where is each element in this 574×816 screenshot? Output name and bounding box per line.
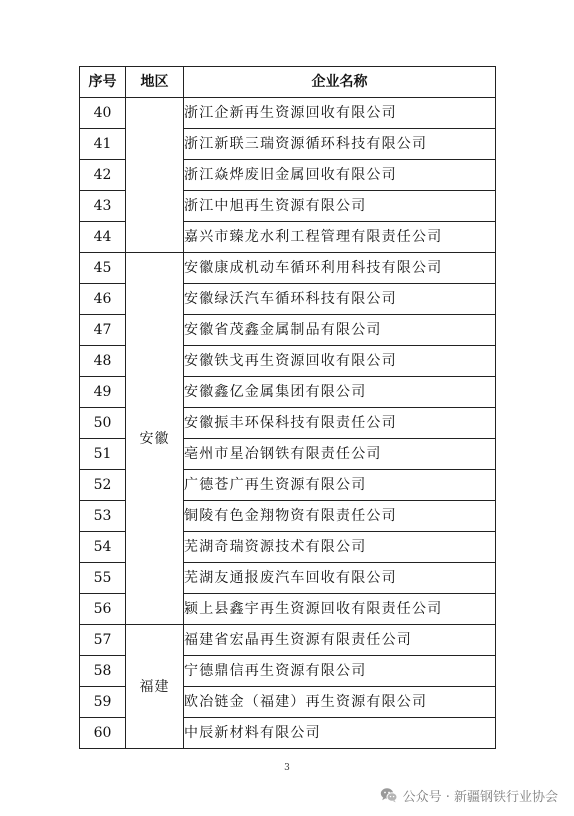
enterprise-name-cell: 安徽绿沃汽车循环科技有限公司 — [184, 284, 496, 315]
region-cell: 安徽 — [126, 253, 184, 625]
serial-number-cell: 46 — [80, 284, 126, 315]
wechat-icon — [380, 787, 398, 803]
serial-number-cell: 45 — [80, 253, 126, 284]
enterprise-name-cell: 宁德鼎信再生资源有限公司 — [184, 656, 496, 687]
page-number: 3 — [284, 763, 290, 773]
enterprise-name-cell: 安徽康成机动车循环利用科技有限公司 — [184, 253, 496, 284]
region-cell: 福建 — [126, 625, 184, 749]
serial-number-cell: 42 — [80, 160, 126, 191]
enterprise-name-cell: 福建省宏晶再生资源有限责任公司 — [184, 625, 496, 656]
enterprise-name-cell: 安徽省茂鑫金属制品有限公司 — [184, 315, 496, 346]
table-body — [80, 98, 496, 749]
table-row — [80, 98, 496, 129]
enterprise-name-cell: 芜湖友通报废汽车回收有限公司 — [184, 563, 496, 594]
header-serial-number: 序号 — [80, 67, 126, 98]
serial-number-cell: 48 — [80, 346, 126, 377]
wechat-watermark — [380, 785, 558, 805]
table-row — [80, 625, 496, 656]
serial-number-cell: 58 — [80, 656, 126, 687]
enterprise-name-cell: 中辰新材料有限公司 — [184, 718, 496, 749]
enterprise-table — [79, 66, 496, 749]
serial-number-cell: 43 — [80, 191, 126, 222]
serial-number-cell: 59 — [80, 687, 126, 718]
enterprise-name-cell: 浙江焱烨废旧金属回收有限公司 — [184, 160, 496, 191]
enterprise-name-cell: 嘉兴市臻龙水利工程管理有限责任公司 — [184, 222, 496, 253]
serial-number-cell: 54 — [80, 532, 126, 563]
watermark-text: 公众号 · 新疆钢铁行业协会 — [402, 789, 558, 805]
enterprise-name-cell: 浙江新联三瑞资源循环科技有限公司 — [184, 129, 496, 160]
serial-number-cell: 50 — [80, 408, 126, 439]
enterprise-name-cell: 浙江企新再生资源回收有限公司 — [184, 98, 496, 129]
serial-number-cell: 55 — [80, 563, 126, 594]
enterprise-name-cell: 欧冶链金（福建）再生资源有限公司 — [184, 687, 496, 718]
serial-number-cell: 60 — [80, 718, 126, 749]
serial-number-cell: 49 — [80, 377, 126, 408]
header-enterprise-name: 企业名称 — [184, 67, 496, 98]
serial-number-cell: 40 — [80, 98, 126, 129]
enterprise-name-cell: 安徽鑫亿金属集团有限公司 — [184, 377, 496, 408]
enterprise-name-cell: 颍上县鑫宇再生资源回收有限责任公司 — [184, 594, 496, 625]
serial-number-cell: 56 — [80, 594, 126, 625]
serial-number-cell: 51 — [80, 439, 126, 470]
serial-number-cell: 47 — [80, 315, 126, 346]
table-row — [80, 253, 496, 284]
serial-number-cell: 52 — [80, 470, 126, 501]
region-cell — [126, 98, 184, 253]
enterprise-name-cell: 广德苍广再生资源有限公司 — [184, 470, 496, 501]
serial-number-cell: 41 — [80, 129, 126, 160]
enterprise-name-cell: 安徽铁戈再生资源回收有限公司 — [184, 346, 496, 377]
enterprise-name-cell: 亳州市星冶钢铁有限责任公司 — [184, 439, 496, 470]
serial-number-cell: 57 — [80, 625, 126, 656]
header-region: 地区 — [126, 67, 184, 98]
enterprise-name-cell: 芜湖奇瑞资源技术有限公司 — [184, 532, 496, 563]
enterprise-name-cell: 铜陵有色金翔物资有限责任公司 — [184, 501, 496, 532]
table-header-row — [80, 67, 496, 98]
serial-number-cell: 44 — [80, 222, 126, 253]
serial-number-cell: 53 — [80, 501, 126, 532]
enterprise-name-cell: 安徽振丰环保科技有限责任公司 — [184, 408, 496, 439]
enterprise-name-cell: 浙江中旭再生资源有限公司 — [184, 191, 496, 222]
